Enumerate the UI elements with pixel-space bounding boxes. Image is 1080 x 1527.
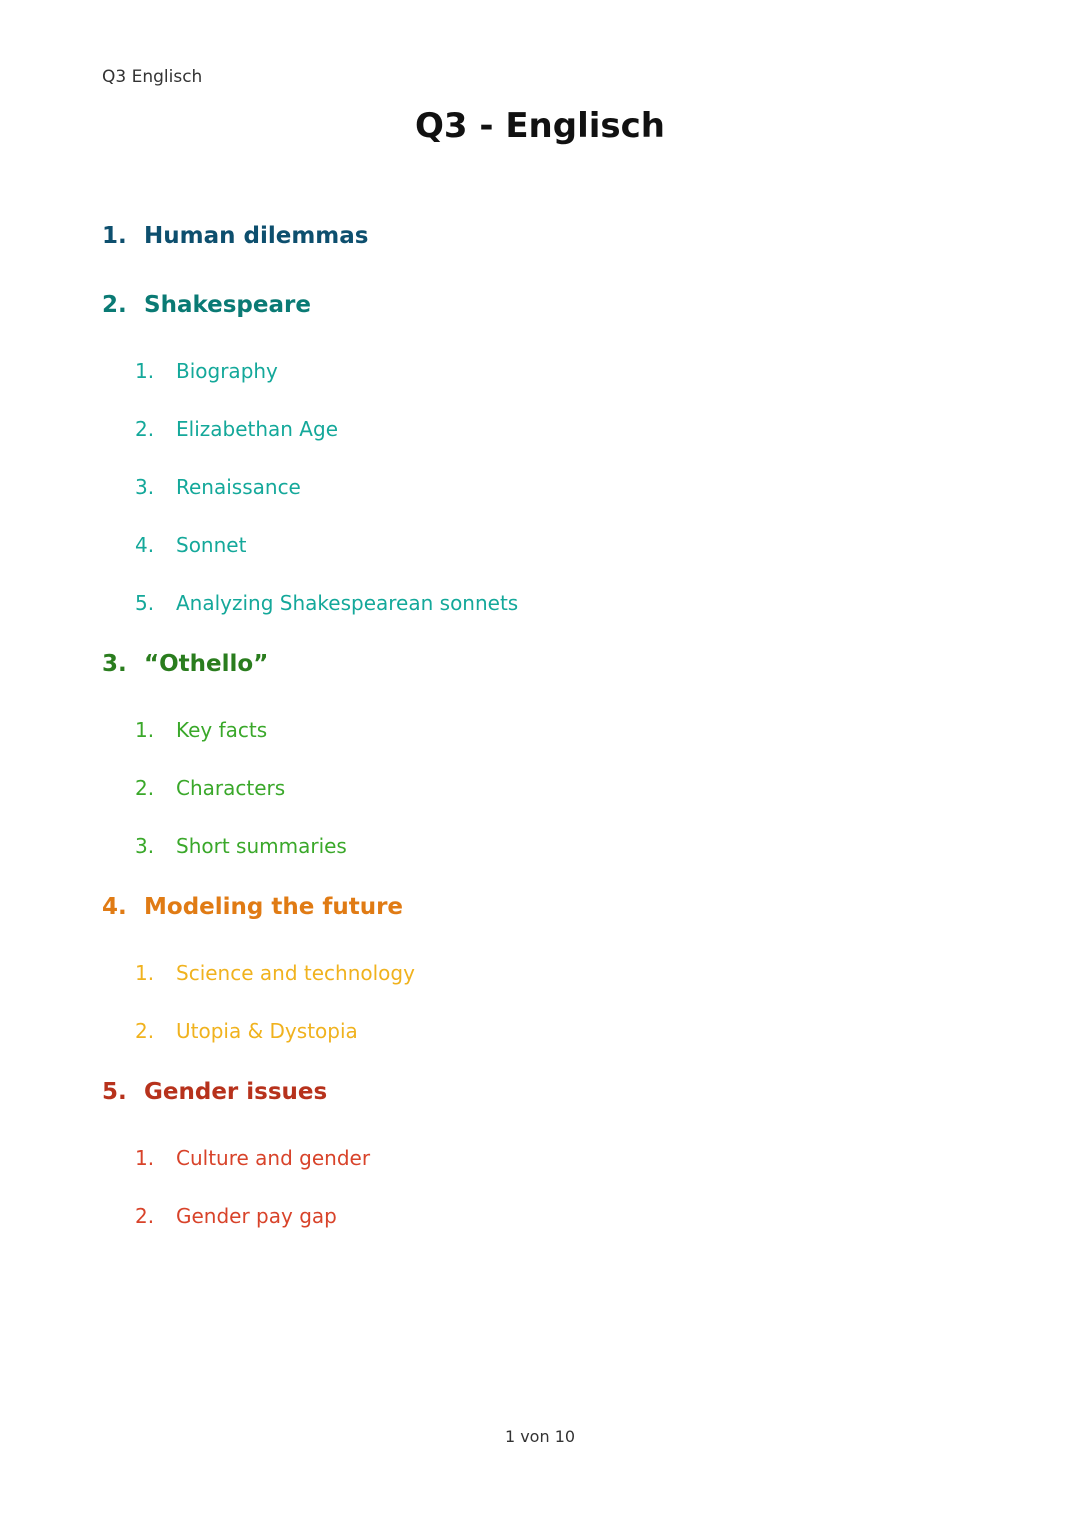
toc-section-human-dilemmas xyxy=(102,221,368,251)
toc-section-number: 5. xyxy=(102,1079,127,1105)
toc-item-number: 3. xyxy=(135,834,155,858)
toc-item-label: Key facts xyxy=(176,718,268,742)
toc-section-shakespeare xyxy=(102,290,311,320)
toc-item-analyzing-sonnets xyxy=(135,590,518,616)
toc-item-gender-pay-gap xyxy=(135,1203,337,1229)
toc-item-sonnet xyxy=(135,532,246,558)
toc-section-number: 2. xyxy=(102,292,127,318)
toc-item-number: 2. xyxy=(135,417,155,441)
toc-item-label: Gender pay gap xyxy=(176,1204,337,1228)
toc-item-label: Elizabethan Age xyxy=(176,417,338,441)
toc-item-short-summaries xyxy=(135,833,347,859)
toc-item-number: 5. xyxy=(135,591,155,615)
toc-section-label: “Othello” xyxy=(144,651,269,677)
toc-item-number: 3. xyxy=(135,475,155,499)
toc-section-number: 4. xyxy=(102,894,127,920)
toc-item-number: 2. xyxy=(135,1019,155,1043)
toc-section-label: Shakespeare xyxy=(144,292,311,318)
toc-item-label: Analyzing Shakespearean sonnets xyxy=(176,591,519,615)
toc-item-label: Short summaries xyxy=(176,834,347,858)
running-header: Q3 Englisch xyxy=(102,67,203,87)
toc-item-number: 1. xyxy=(135,1146,155,1170)
toc-item-number: 2. xyxy=(135,1204,155,1228)
toc-item-number: 1. xyxy=(135,718,155,742)
toc-item-science-and-technology xyxy=(135,960,415,986)
toc-item-culture-and-gender xyxy=(135,1145,370,1171)
toc-item-utopia-dystopia xyxy=(135,1018,358,1044)
toc-section-label: Modeling the future xyxy=(144,894,404,920)
page-number: 1 von 10 xyxy=(504,1427,576,1446)
toc-item-characters xyxy=(135,775,285,801)
toc-item-number: 2. xyxy=(135,776,155,800)
toc-section-modeling-the-future xyxy=(102,892,403,922)
toc-item-elizabethan-age xyxy=(135,416,338,442)
toc-section-label: Gender issues xyxy=(144,1079,328,1105)
toc-section-othello xyxy=(102,649,268,679)
toc-item-label: Science and technology xyxy=(176,961,415,985)
toc-section-number: 1. xyxy=(102,223,127,249)
toc-section-number: 3. xyxy=(102,651,127,677)
toc-item-label: Utopia & Dystopia xyxy=(176,1019,358,1043)
toc-item-key-facts xyxy=(135,717,267,743)
toc-item-label: Characters xyxy=(176,776,286,800)
toc-section-label: Human dilemmas xyxy=(144,223,369,249)
toc-item-number: 1. xyxy=(135,359,155,383)
toc-item-label: Renaissance xyxy=(176,475,301,499)
toc-item-renaissance xyxy=(135,474,301,500)
toc-item-label: Biography xyxy=(176,359,278,383)
toc-item-biography xyxy=(135,358,278,384)
toc-item-label: Culture and gender xyxy=(176,1146,371,1170)
document-title: Q3 - Englisch xyxy=(414,106,666,146)
toc-item-label: Sonnet xyxy=(176,533,247,557)
toc-section-gender-issues xyxy=(102,1077,327,1107)
toc-item-number: 4. xyxy=(135,533,155,557)
toc-item-number: 1. xyxy=(135,961,155,985)
